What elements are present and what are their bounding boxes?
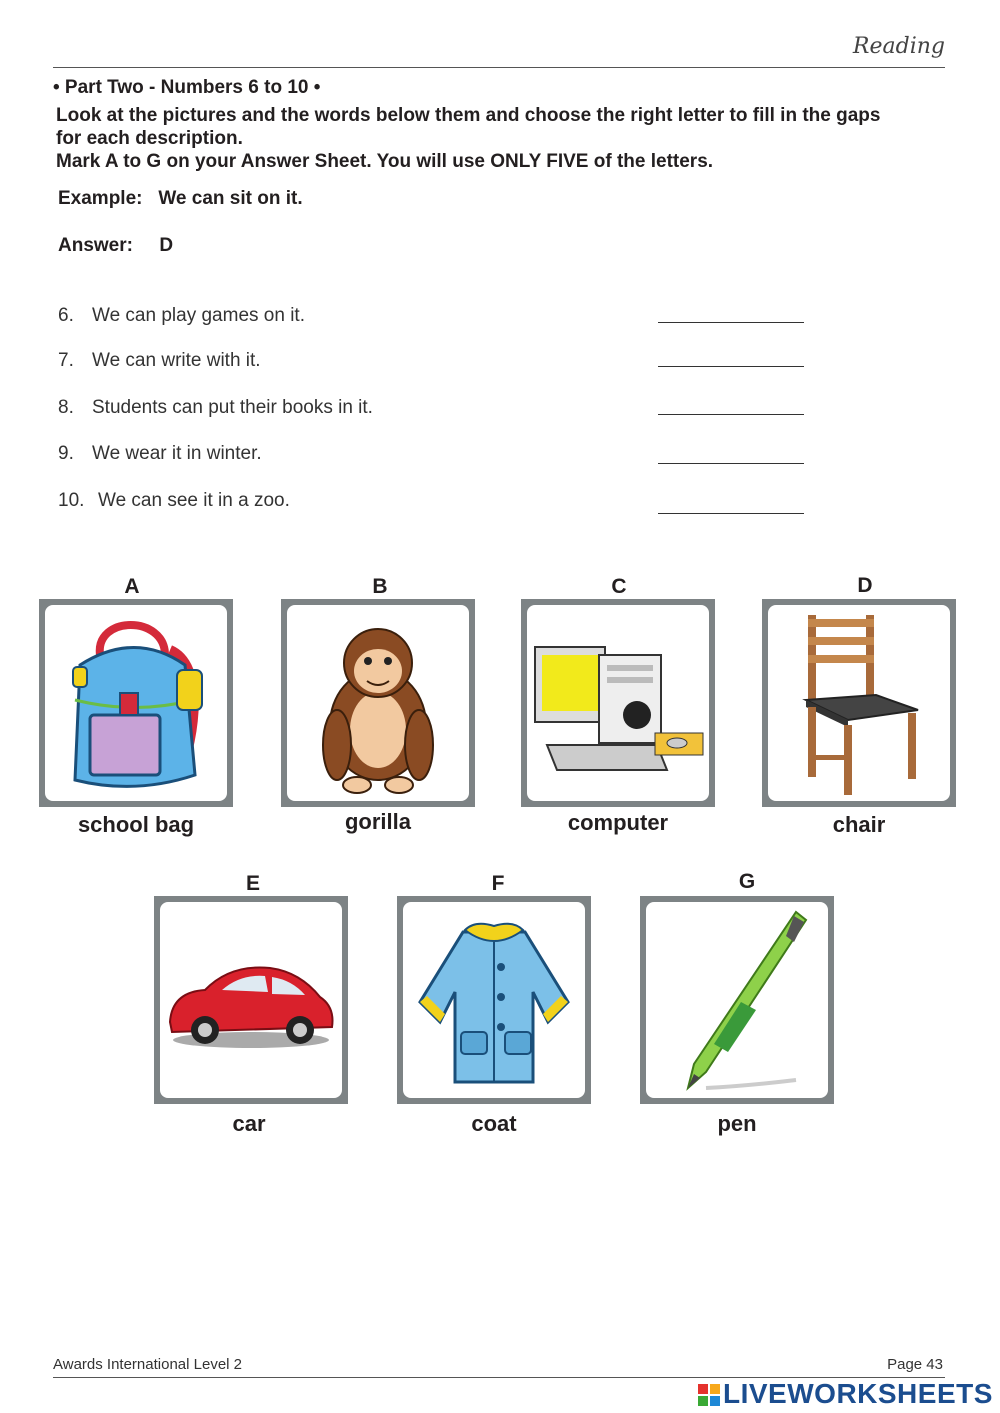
picture-letter-d: D	[857, 574, 873, 597]
picture-letter-g: G	[738, 870, 756, 893]
footer-level: Awards International Level 2	[53, 1356, 243, 1373]
picture-letter-e: E	[245, 872, 260, 895]
section-label: Reading	[852, 34, 945, 59]
answer-label: Answer:	[58, 235, 133, 256]
picture-card-d	[762, 599, 956, 807]
picture-card-c	[521, 599, 715, 807]
liveworksheets-logo[interactable]	[698, 1378, 993, 1410]
question-text: We wear it in winter.	[92, 443, 262, 464]
header-rule	[53, 67, 945, 68]
question-number: 6.	[58, 305, 74, 326]
example-label: Example:	[58, 188, 143, 209]
answer-gap-9[interactable]	[658, 463, 804, 464]
picture-card-f	[397, 896, 591, 1104]
instruction-line: Look at the pictures and the words below them and choose the right letter to fill in the gaps	[56, 105, 881, 126]
picture-word-g: pen	[717, 1111, 757, 1136]
logo-square-red	[698, 1384, 708, 1394]
logo-square-green	[698, 1396, 708, 1406]
question-6	[58, 305, 305, 327]
answer-gap-7[interactable]	[658, 366, 804, 367]
part-title: • Part Two - Numbers 6 to 10 •	[53, 77, 321, 98]
question-text: We can see it in a zoo.	[98, 490, 290, 511]
instruction-line: Mark A to G on your Answer Sheet. You will use ONLY FIVE of the letters.	[56, 151, 714, 172]
answer-gap-8[interactable]	[658, 414, 804, 415]
question-9	[58, 443, 262, 465]
footer-page-number: Page 43	[887, 1356, 943, 1373]
question-10	[58, 490, 290, 512]
picture-card-g	[640, 896, 834, 1104]
coat-icon	[403, 902, 585, 1098]
picture-letter-f: F	[491, 872, 505, 895]
liveworksheets-logo-icon	[698, 1384, 720, 1406]
question-number: 8.	[58, 397, 74, 418]
gorilla-icon	[287, 605, 469, 801]
picture-word-c: computer	[567, 810, 669, 835]
picture-word-a: school bag	[77, 812, 195, 837]
chair-icon	[768, 605, 950, 801]
logo-square-yellow	[710, 1384, 720, 1394]
answer-gap-6[interactable]	[658, 322, 804, 323]
picture-word-e: car	[232, 1111, 266, 1136]
example-text: We can sit on it.	[158, 188, 303, 209]
instructions	[56, 104, 956, 173]
question-text: We can play games on it.	[92, 305, 305, 326]
answer-gap-10[interactable]	[658, 513, 804, 514]
picture-card-b	[281, 599, 475, 807]
brand-name: LIVEWORKSHEETS	[723, 1378, 993, 1409]
question-8	[58, 397, 373, 419]
instruction-line: for each description.	[56, 128, 243, 149]
answer-value: D	[159, 235, 174, 256]
question-7	[58, 350, 261, 372]
school-bag-icon	[45, 605, 227, 801]
picture-word-b: gorilla	[344, 809, 411, 834]
question-text: Students can put their books in it.	[92, 397, 373, 418]
picture-letter-a: A	[124, 575, 140, 598]
logo-square-blue	[710, 1396, 720, 1406]
picture-word-d: chair	[832, 812, 886, 837]
picture-word-f: coat	[471, 1111, 517, 1136]
question-number: 9.	[58, 443, 74, 464]
answer	[58, 235, 173, 257]
example	[58, 188, 303, 210]
picture-card-a	[39, 599, 233, 807]
question-text: We can write with it.	[92, 350, 261, 371]
picture-card-e	[154, 896, 348, 1104]
pen-icon	[646, 902, 828, 1098]
computer-icon	[527, 605, 709, 801]
question-number: 7.	[58, 350, 74, 371]
picture-letter-b: B	[372, 575, 388, 598]
question-number: 10.	[58, 490, 85, 511]
picture-letter-c: C	[611, 575, 627, 598]
car-icon	[160, 902, 342, 1098]
